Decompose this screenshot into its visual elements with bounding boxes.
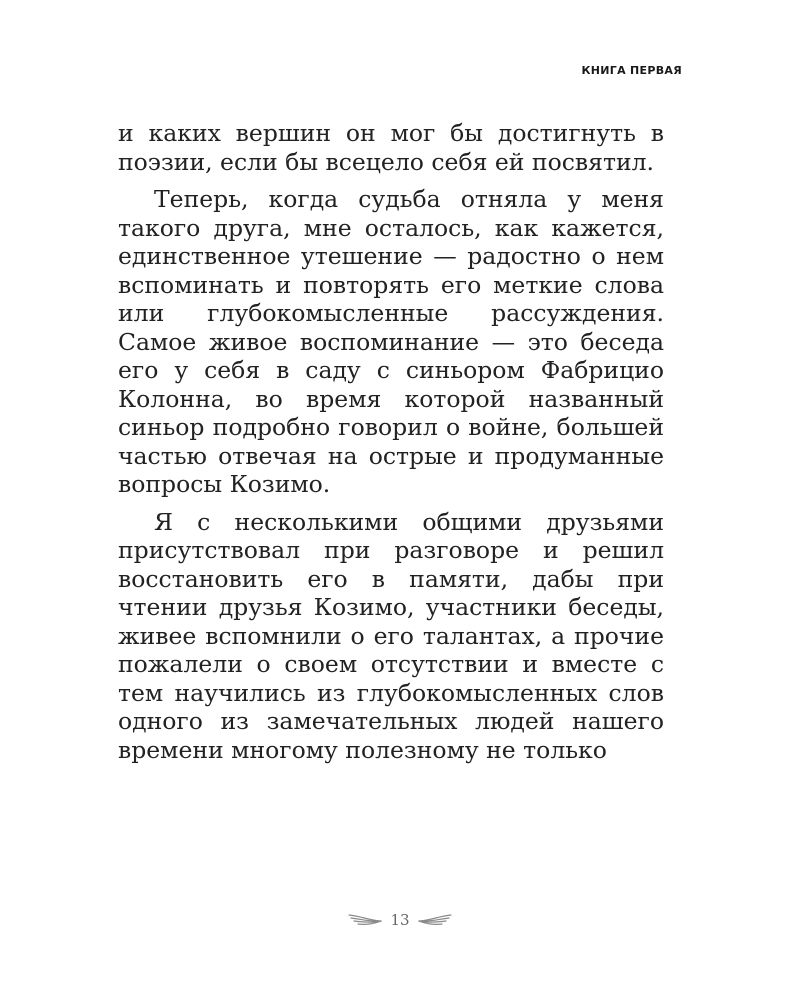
paragraph: Теперь, когда судьба отняла у меня такого друга, мне осталось, как кажется, единственное утешение — радостно о нем вспоминать и повторять его меткие слова или глубокомысленные рассуждения. Самое живое воспоминание — это беседа его у себя в саду с синьором Фабрицио Колонна, во время которой названный синьор подробно говорил о войне, большей частью отвечая на острые и продуманные вопросы Козимо. <box>118 185 664 498</box>
page-footer <box>0 911 800 929</box>
running-head: КНИГА ПЕРВАЯ <box>581 64 682 77</box>
paragraph: Я с несколькими общими друзьями присутствовал при разговоре и решил восстановить его в памяти, дабы при чтении друзья Козимо, участники беседы, живее вспомнили о его талантах, а прочие пожалели о своем отсутствии и вместе с тем научились из глубокомысленных слов одного из замечательных людей нашего времени многому полезному не только <box>118 507 664 764</box>
page-number: 13 <box>390 911 410 929</box>
wing-ornament-right-icon <box>418 914 452 926</box>
wing-ornament-left-icon <box>348 914 382 926</box>
paragraph-continuation: и каких вершин он мог бы достигнуть в поэзии, если бы всецело себя ей посвятил. <box>118 119 664 176</box>
body-text <box>118 119 664 764</box>
